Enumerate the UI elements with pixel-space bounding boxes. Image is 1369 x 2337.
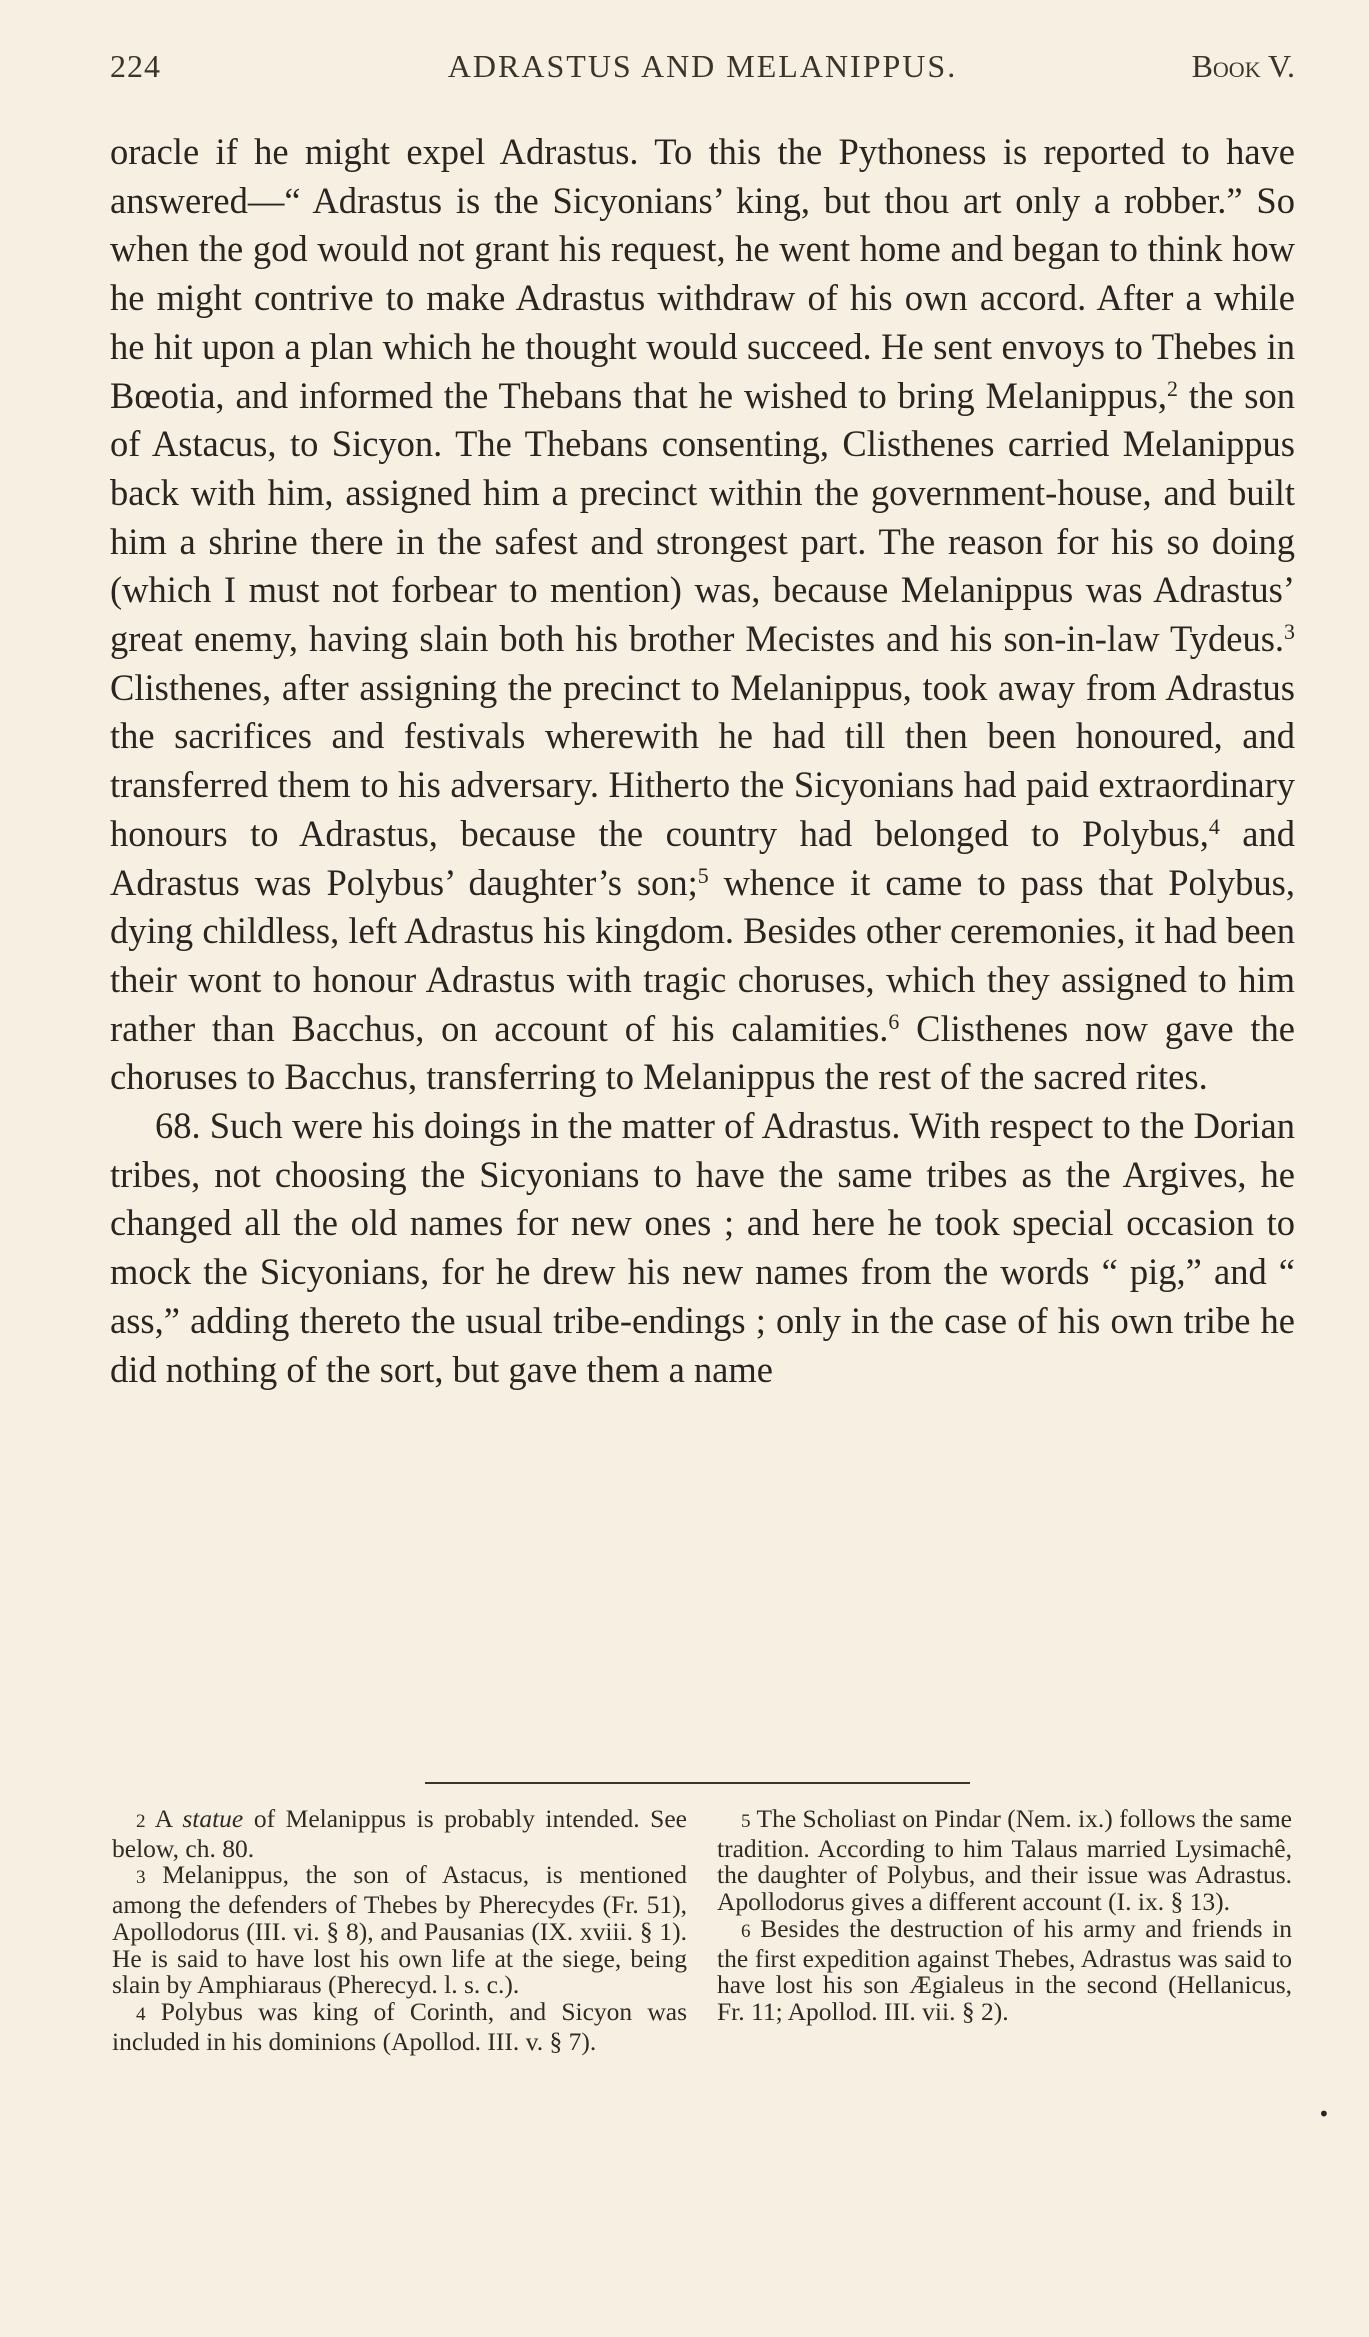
margin-mark: • bbox=[1318, 2102, 1330, 2126]
footnote-divider bbox=[425, 1782, 970, 1784]
footnote-3: 3 Melanippus, the son of Astacus, is mentioned among the defenders of Thebes by Pherecydes (Fr. 51), Apollodorus (III. vi. § 8), and Pausanias (IX. xviii. § 1). He is said to have lost his own life at the siege, being slain by Amphiaraus (Pherecyd. l. s. c.). bbox=[112, 1860, 687, 2000]
footnote-6: 6 Besides the destruction of his army and friends in the first expedition against Thebes, Adrastus was said to have lost his son Ægialeus in the second (Hellanicus, Fr. 11; Apollod. III. vii. § 2). bbox=[717, 1913, 1292, 2026]
main-text bbox=[110, 128, 1295, 1394]
footnote-ref-3[interactable]: 3 bbox=[1284, 619, 1295, 644]
footnote-2: 2 A statue of Melanippus is probably intended. See below, ch. 80. bbox=[112, 1804, 688, 1863]
paragraph-68: 68. Such were his doings in the matter of Adrastus. With respect to the Dorian tribes, not choosing the Sicyonians to have the same tribes as the Argives, he changed all the old names for new ones ; and here he took special occasion to mock the Sicyonians, for he drew his new names from the words “ pig,” and “ ass,” adding thereto the usual tribe-endings ; only in the case of his own tribe he did nothing of the sort, but gave them a name bbox=[110, 1105, 1295, 1390]
paragraph-67-continued: oracle if he might expel Adrastus. To this the Pythoness is reported to have answered—“ Adrastus is the Sicyonians’ king, but thou art only a robber.” So when the god would not grant his request, he went home and began to think how he might contrive to make Adrastus withdraw of his own accord. After a while he hit upon a plan which he thought would succeed. He sent envoys to Thebes in Bœotia, and informed the Thebans that he wished to bring Melanippus,$^2$ the son of Astacus, to Sicyon. The Thebans consenting, Clisthenes carried Melanippus back with him, assigned him a precinct within the government-house, and built him a shrine there in the safest and strongest part. The reason for his so doing (which I must not forbear to mention) was, because Melanippus was Adrastus’ great enemy, having slain both his brother Mecistes and his son-in-law Tydeus.$^3$ Clisthenes, after assigning the precinct to Melanippus, took away from Adrastus the sacrifices and festivals wherewith he had till then been honoured, and transferred them to his adversary. Hitherto the Sicyonians had paid extraordinary honours to Adrastus, because the country had belonged to Polybus,$^4$ and Adrastus was Polybus’ daughter’s son;$^5$ whence it came to pass that Polybus, dying childless, left Adrastus his kingdom. Besides other ceremonies, it had been their wont to honour Adrastus with tragic choruses, which they assigned to him rather than Bacchus, on account of his calamities.$^6$ Clisthenes now gave the choruses to Bacchus, transferring to Melanippus the rest of the sacred rites. bbox=[110, 131, 1296, 1098]
page-number: 224 bbox=[110, 48, 161, 84]
footnote-ref-6[interactable]: 6 bbox=[888, 1008, 900, 1034]
book-label: Book V. bbox=[1191, 48, 1295, 84]
running-header bbox=[110, 48, 1295, 88]
footnotes-right-column bbox=[717, 1806, 1292, 2026]
footnote-ref-4[interactable]: 4 bbox=[1208, 813, 1220, 839]
footnote-ref-5[interactable]: 5 bbox=[697, 862, 709, 888]
footnote-5: 5 The Scholiast on Pindar (Nem. ix.) follows the same tradition. According to him Talaus married Lysimachê, the daughter of Polybus, and their issue was Adrastus. Apollodorus gives a different account (I. ix. § 13). bbox=[717, 1804, 1292, 1917]
footnote-ref-2[interactable]: 2 bbox=[1166, 375, 1178, 401]
running-title: ADRASTUS AND MELANIPPUS. bbox=[447, 48, 958, 84]
footnotes-left-column bbox=[112, 1806, 687, 2055]
footnote-4: 4 Polybus was king of Corinth, and Sicyon was included in his dominions (Apollod. III. v. § 7). bbox=[112, 1996, 687, 2056]
